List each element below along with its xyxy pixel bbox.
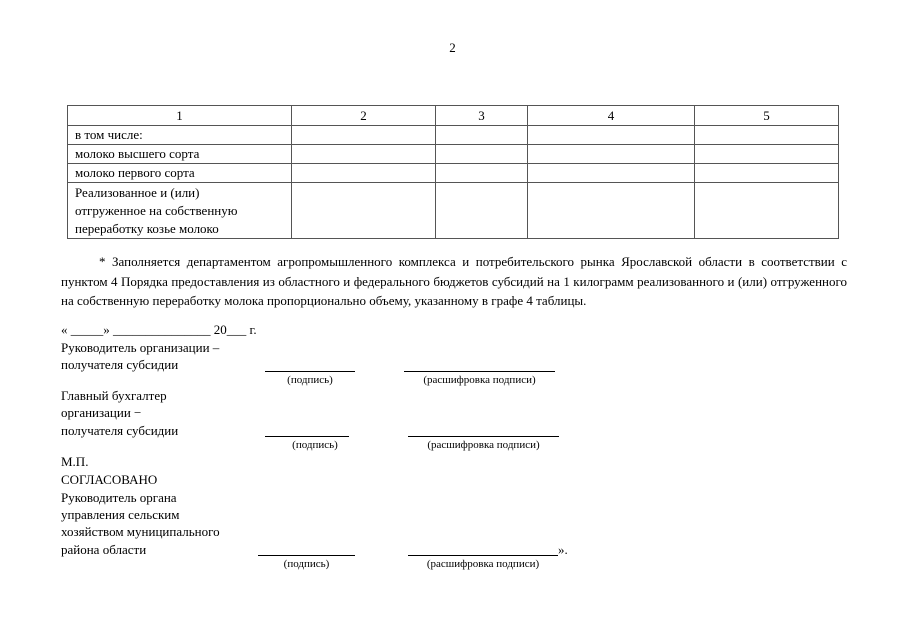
table-cell	[436, 164, 528, 183]
column-header: 4	[528, 106, 695, 126]
column-header: 1	[68, 106, 292, 126]
table-cell	[292, 183, 436, 239]
head-title-line: получателя субсидии	[61, 357, 179, 372]
table-cell	[292, 126, 436, 145]
table-cell	[528, 183, 695, 239]
signature-caption: (подпись)	[283, 558, 330, 570]
page-number: 2	[449, 40, 456, 55]
signature-decode-line	[404, 371, 555, 372]
footnote-text: * Заполняется департаментом агропромышленного комплекса и потребительского рынка Ярославской области в соответствии с пунктом 4 Порядка предоставления из областного и федерального бюджетов субсидий на 1 килограмм реализованного и (или) отгруженного на собственную переработку молока пропорционально объему, указанному в графе 4 таблицы.	[61, 254, 847, 308]
decode-caption: (расшифровка подписи)	[423, 374, 536, 386]
table-header-row	[68, 106, 839, 126]
accountant-title-line: организации −	[61, 405, 142, 420]
row-label: молоко высшего сорта	[68, 145, 292, 164]
official-title-line: хозяйством муниципального	[61, 524, 220, 539]
signature-line	[265, 436, 349, 437]
row-label-line: переработку козье молоко	[75, 221, 219, 236]
signature-line	[258, 555, 355, 556]
row-label: молоко первого сорта	[68, 164, 292, 183]
row-label: в том числе:	[68, 126, 292, 145]
column-header: 5	[695, 106, 839, 126]
table-cell	[695, 145, 839, 164]
row-label-line: Реализованное и (или)	[75, 185, 200, 200]
accountant-title-line: получателя субсидии	[61, 423, 179, 438]
head-title-line: Руководитель организации –	[61, 340, 220, 355]
column-header: 3	[436, 106, 528, 126]
date-line: « _____» _______________ 20___ г.	[61, 322, 257, 337]
column-header: 2	[292, 106, 436, 126]
official-title-line: Руководитель органа	[61, 490, 177, 505]
table-cell	[528, 164, 695, 183]
table-cell	[292, 164, 436, 183]
stamp-label: М.П.	[61, 454, 89, 469]
row-label-line: отгруженное на собственную	[75, 203, 238, 218]
signature-line	[265, 371, 355, 372]
footnote	[61, 252, 847, 311]
signature-decode-line	[408, 436, 559, 437]
table-cell	[436, 126, 528, 145]
table-row	[68, 164, 839, 183]
table-cell	[436, 183, 528, 239]
table-cell	[695, 183, 839, 239]
decode-caption: (расшифровка подписи)	[426, 558, 540, 570]
signature-caption: (подпись)	[287, 374, 333, 386]
data-table	[67, 105, 839, 239]
official-title-line: управления сельским	[61, 507, 180, 522]
signature-decode-line	[408, 555, 558, 556]
table-cell	[695, 126, 839, 145]
decode-caption: (расшифровка подписи)	[427, 439, 540, 451]
table-cell	[695, 164, 839, 183]
closing-quote: ».	[558, 542, 568, 557]
table-row	[68, 145, 839, 164]
row-label	[68, 183, 292, 239]
table-row	[68, 183, 839, 239]
signature-caption: (подпись)	[292, 439, 338, 451]
official-title-line: района области	[61, 542, 147, 557]
table-cell	[528, 145, 695, 164]
table-row	[68, 126, 839, 145]
table-cell	[528, 126, 695, 145]
table-cell	[436, 145, 528, 164]
table-cell	[292, 145, 436, 164]
agreed-heading: СОГЛАСОВАНО	[61, 472, 158, 487]
accountant-title-line: Главный бухгалтер	[61, 388, 167, 403]
